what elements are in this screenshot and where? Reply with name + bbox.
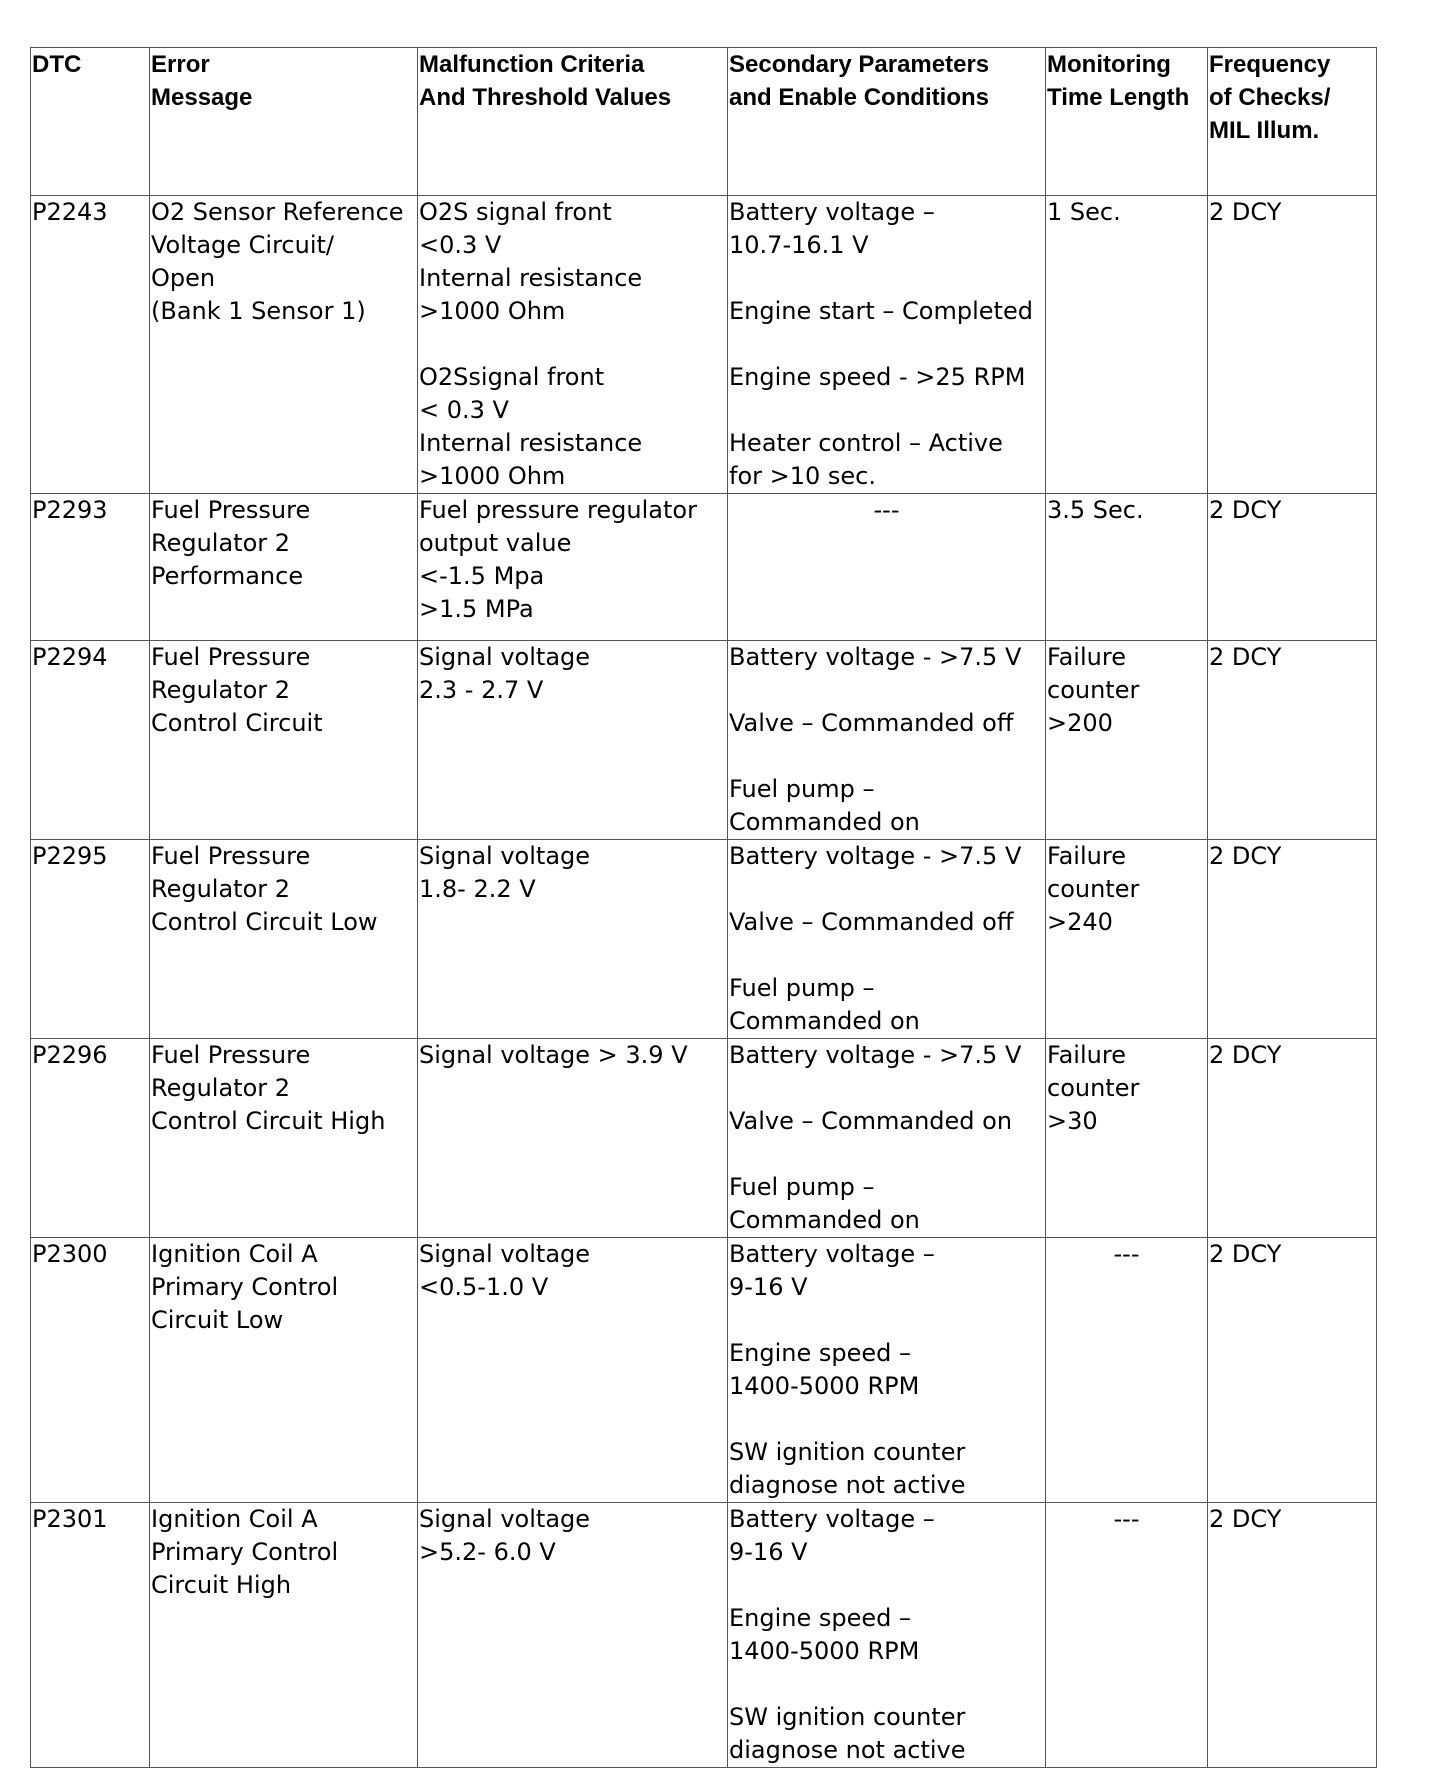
- criteria-cell: Signal voltage > 3.9 V: [418, 1039, 728, 1238]
- error-message-cell: O2 Sensor Reference Voltage Circuit/ Open (Bank 1 Sensor 1): [150, 196, 418, 494]
- monitoring-time-cell: 1 Sec.: [1046, 196, 1208, 494]
- monitoring-time-cell: Failure counter >200: [1046, 641, 1208, 840]
- header-row: [31, 48, 1377, 196]
- monitoring-time-cell: Failure counter >240: [1046, 840, 1208, 1039]
- frequency-cell: 2 DCY: [1208, 1039, 1377, 1238]
- criteria-cell: O2S signal front <0.3 V Internal resistance >1000 Ohm O2Ssignal front < 0.3 V Internal resistance >1000 Ohm: [418, 196, 728, 494]
- error-message-cell: Fuel Pressure Regulator 2 Performance: [150, 494, 418, 641]
- criteria-cell: Signal voltage 2.3 - 2.7 V: [418, 641, 728, 840]
- secondary-parameters-cell: Battery voltage - >7.5 V Valve – Commanded off Fuel pump – Commanded on: [728, 641, 1046, 840]
- criteria-cell: Signal voltage >5.2- 6.0 V: [418, 1503, 728, 1768]
- error-message-cell: Fuel Pressure Regulator 2 Control Circuit High: [150, 1039, 418, 1238]
- dtc-cell: P2300: [31, 1238, 150, 1503]
- secondary-parameters-cell: Battery voltage – 9-16 V Engine speed – 1400-5000 RPM SW ignition counter diagnose not active: [728, 1238, 1046, 1503]
- dtc-cell: P2294: [31, 641, 150, 840]
- dtc-cell: P2243: [31, 196, 150, 494]
- criteria-cell: Signal voltage <0.5-1.0 V: [418, 1238, 728, 1503]
- dtc-cell: P2295: [31, 840, 150, 1039]
- dtc-table: [30, 47, 1377, 1768]
- monitoring-time-cell: 3.5 Sec.: [1046, 494, 1208, 641]
- secondary-parameters-cell: Battery voltage - >7.5 V Valve – Commanded on Fuel pump – Commanded on: [728, 1039, 1046, 1238]
- header-dtc: DTC: [31, 48, 150, 196]
- secondary-parameters-cell: Battery voltage – 9-16 V Engine speed – 1400-5000 RPM SW ignition counter diagnose not active: [728, 1503, 1046, 1768]
- frequency-cell: 2 DCY: [1208, 1238, 1377, 1503]
- criteria-cell: Fuel pressure regulator output value <-1.5 Mpa >1.5 MPa: [418, 494, 728, 641]
- frequency-cell: 2 DCY: [1208, 1503, 1377, 1768]
- header-frequency: Frequency of Checks/ MIL Illum.: [1208, 48, 1377, 196]
- frequency-cell: 2 DCY: [1208, 641, 1377, 840]
- secondary-parameters-cell: ---: [728, 494, 1046, 641]
- monitoring-time-cell: Failure counter >30: [1046, 1039, 1208, 1238]
- error-message-cell: Fuel Pressure Regulator 2 Control Circuit Low: [150, 840, 418, 1039]
- dtc-cell: P2293: [31, 494, 150, 641]
- header-error-message: Error Message: [150, 48, 418, 196]
- dtc-cell: P2301: [31, 1503, 150, 1768]
- error-message-cell: Ignition Coil A Primary Control Circuit Low: [150, 1238, 418, 1503]
- table-row: [31, 641, 1377, 840]
- dtc-table-container: [30, 47, 1376, 1768]
- frequency-cell: 2 DCY: [1208, 840, 1377, 1039]
- table-row: [31, 840, 1377, 1039]
- secondary-parameters-cell: Battery voltage – 10.7-16.1 V Engine start – Completed Engine speed - >25 RPM Heater control – Active for >10 sec.: [728, 196, 1046, 494]
- table-row: [31, 196, 1377, 494]
- monitoring-time-cell: ---: [1046, 1503, 1208, 1768]
- table-row: [31, 1503, 1377, 1768]
- criteria-cell: Signal voltage 1.8- 2.2 V: [418, 840, 728, 1039]
- error-message-cell: Ignition Coil A Primary Control Circuit High: [150, 1503, 418, 1768]
- monitoring-time-cell: ---: [1046, 1238, 1208, 1503]
- header-malfunction-criteria: Malfunction Criteria And Threshold Values: [418, 48, 728, 196]
- frequency-cell: 2 DCY: [1208, 196, 1377, 494]
- table-row: [31, 494, 1377, 641]
- secondary-parameters-cell: Battery voltage - >7.5 V Valve – Commanded off Fuel pump – Commanded on: [728, 840, 1046, 1039]
- dtc-cell: P2296: [31, 1039, 150, 1238]
- error-message-cell: Fuel Pressure Regulator 2 Control Circuit: [150, 641, 418, 840]
- table-row: [31, 1238, 1377, 1503]
- frequency-cell: 2 DCY: [1208, 494, 1377, 641]
- table-row: [31, 1039, 1377, 1238]
- header-secondary-parameters: Secondary Parameters and Enable Conditions: [728, 48, 1046, 196]
- header-monitoring-time: Monitoring Time Length: [1046, 48, 1208, 196]
